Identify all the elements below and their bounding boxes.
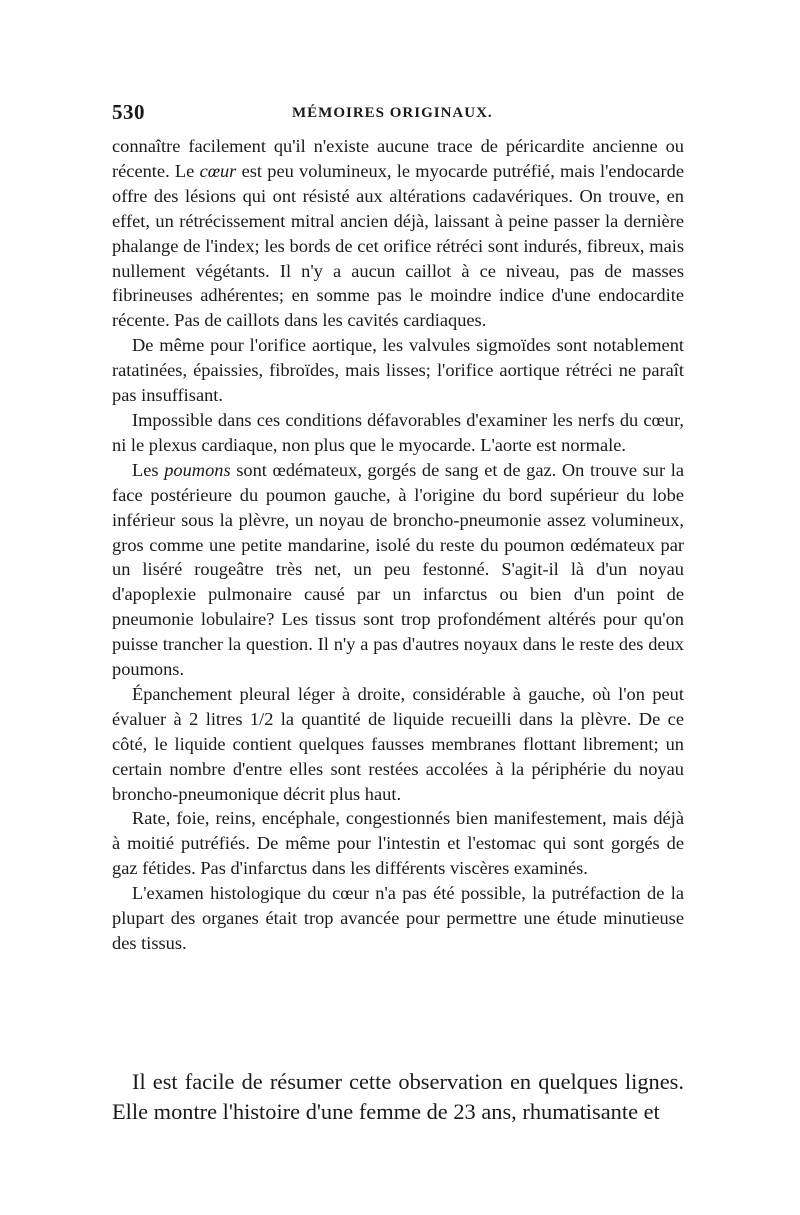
body-text	[112, 134, 684, 956]
paragraph-pleural	[112, 682, 684, 807]
paragraph-heart	[112, 134, 684, 333]
paragraph-nerves-text: Impossible dans ces conditions défavorables d'examiner les nerfs du cœur, ni le plexus cardiaque, non plus que le myocarde. L'aorte est normale.	[112, 409, 684, 455]
paragraph-organs	[112, 806, 684, 881]
paragraph-lungs-part-1: Les	[132, 459, 165, 480]
paragraph-pleural-text: Épanchement pleural léger à droite, considérable à gauche, où l'on peut évaluer à 2 litres 1/2 la quantité de liquide recueilli dans la plèvre. De ce côté, le liquide contient quelques fausses membranes flottant librement; un certain nombre d'entre elles sont restées accolées à la périphérie du noyau broncho-pneumonique décrit plus haut.	[112, 683, 684, 804]
paragraph-summary: Il est facile de résumer cette observation en quelques lignes. Elle montre l'histoire d'une femme de 23 ans, rhumatisante et	[112, 1069, 684, 1124]
paragraph-organs-text: Rate, foie, reins, encéphale, congestionnés bien manifestement, mais déjà à moitié putréfiés. De même pour l'intestin et l'estomac qui sont gorgés de gaz fétides. Pas d'infarctus dans les différents viscères examinés.	[112, 808, 684, 879]
paragraph-lungs	[112, 458, 684, 682]
paragraph-histology-text: L'examen histologique du cœur n'a pas été possible, la putréfaction de la plupart des organes était trop avancée pour permettre une étude minutieuse des tissus.	[112, 883, 684, 953]
paragraph-heart-italic: cœur	[199, 160, 237, 181]
paragraph-aortic-text: De même pour l'orifice aortique, les valvules sigmoïdes sont notablement ratatinées, épaissies, fibroïdes, mais lisses; l'orifice aortique rétréci ne paraît pas insuffisant.	[112, 335, 684, 406]
paragraph-heart-part-2: est peu volumineux, le myocarde putréfié, mais l'endocarde offre des lésions qui ont résisté aux altérations cadavériques. On trouve, en effet, un rétrécissement mitral ancien déjà, laissant à peine passer la dernière phalange de l'index; les bords de cet orifice rétréci sont indurés, fibreux, mais nullement végétants. Il n'y a aucun caillot à ce niveau, pas de masses fibrineuses adhérentes; en somme pas le moindre indice d'une endocardite récente. Pas de caillots dans les cavités cardiaques.	[112, 160, 684, 331]
paragraph-nerves	[112, 408, 684, 458]
paragraph-histology	[112, 881, 684, 956]
summary-text	[112, 1067, 684, 1127]
paragraph-lungs-italic: poumons	[164, 459, 231, 480]
running-head: MÉMOIRES ORIGINAUX.	[292, 105, 493, 121]
page-number: 530	[112, 100, 145, 124]
paragraph-heart-part-1: connaître facilement qu'il n'existe aucune trace de péricardite ancienne ou récente. Le	[112, 136, 684, 181]
page-header	[112, 100, 684, 130]
paragraph-aortic	[112, 333, 684, 408]
paragraph-lungs-part-2: sont œdémateux, gorgés de sang et de gaz. On trouve sur la face postérieure du poumon gauche, à l'origine du bord supérieur du lobe inférieur sous la plèvre, un noyau de broncho-pneumonie assez volumineux, gros comme une petite mandarine, isolé du reste du poumon œdémateux par un liséré rougeâtre très net, un peu festonné. S'agit-il là d'un noyau d'apoplexie pulmonaire causé par un infarctus ou bien d'un point de pneumonie lobulaire? Les tissus sont trop profondément altérés pour qu'on puisse trancher la question. Il n'y a pas d'autres noyaux dans le reste des deux poumons.	[112, 459, 685, 680]
